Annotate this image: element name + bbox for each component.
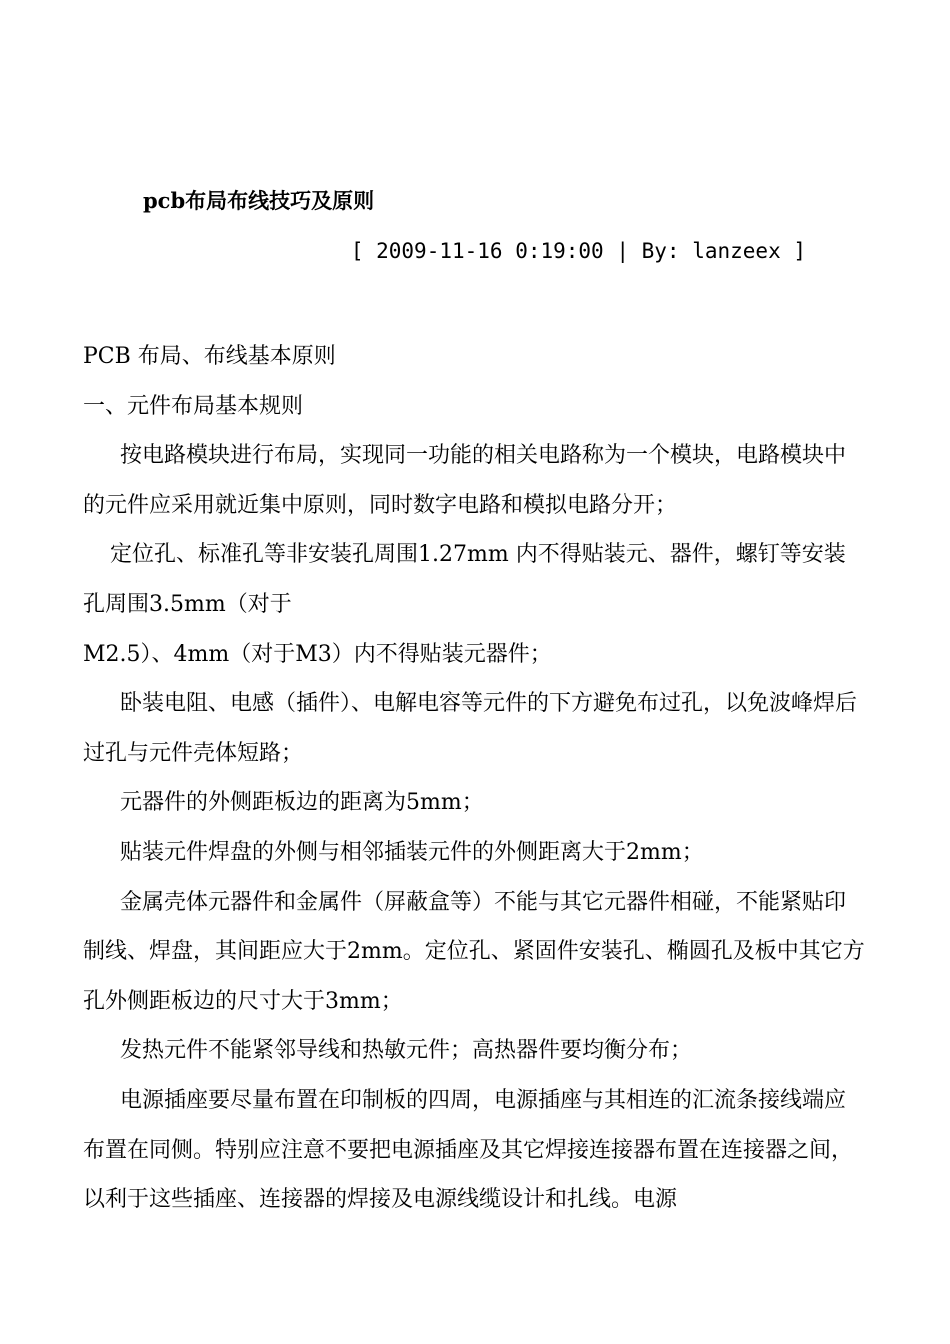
document-body (83, 332, 867, 1225)
paragraph: 贴装元件焊盘的外侧与相邻插装元件的外侧距离大于2mm； (120, 839, 704, 865)
paragraph: 金属壳体元器件和金属件（屏蔽盒等）不能与其它元器件相碰，不能紧贴印制线、焊盘，其间距应大于2mm。定位孔、紧固件安装孔、椭圆孔及板中其它方孔外侧距板边的尺寸大于3mm； (83, 889, 865, 1014)
paragraph: 元器件的外侧距板边的距离为5mm； (120, 790, 484, 816)
paragraph: 电源插座要尽量布置在印制板的四周，电源插座与其相连的汇流条接线端应布置在同侧。特别应注意不要把电源插座及其它焊接连接器布置在连接器之间，以利于这些插座、连接器的焊接及电源线缆设计和扎线。电源 (83, 1087, 854, 1213)
document-title: pcb布局布线技巧及原则 (143, 188, 375, 213)
paragraph: 卧装电阻、电感（插件）、电解电容等元件的下方避免布过孔，以免波峰焊后过孔与元件壳体短路； (83, 691, 858, 766)
paragraph: M2.5）、4mm（对于M3）内不得贴装元器件； (83, 641, 552, 667)
subsection-heading: 一、元件布局基本规则 (83, 393, 304, 419)
paragraph: 按电路模块进行布局，实现同一功能的相关电路称为一个模块，电路模块中的元件应采用就近集中原则，同时数字电路和模拟电路分开； (83, 443, 847, 518)
paragraph: 发热元件不能紧邻导线和热敏元件；高热器件要均衡分布； (120, 1038, 693, 1064)
post-meta: [ 2009-11-16 0:19:00 | By: lanzeex ] (350, 239, 806, 263)
paragraph: 定位孔、标准孔等非安装孔周围1.27mm 内不得贴装元、器件，螺钉等安装孔周围3.5mm（对于 (83, 542, 846, 617)
section-heading: PCB 布局、布线基本原则 (83, 344, 336, 369)
